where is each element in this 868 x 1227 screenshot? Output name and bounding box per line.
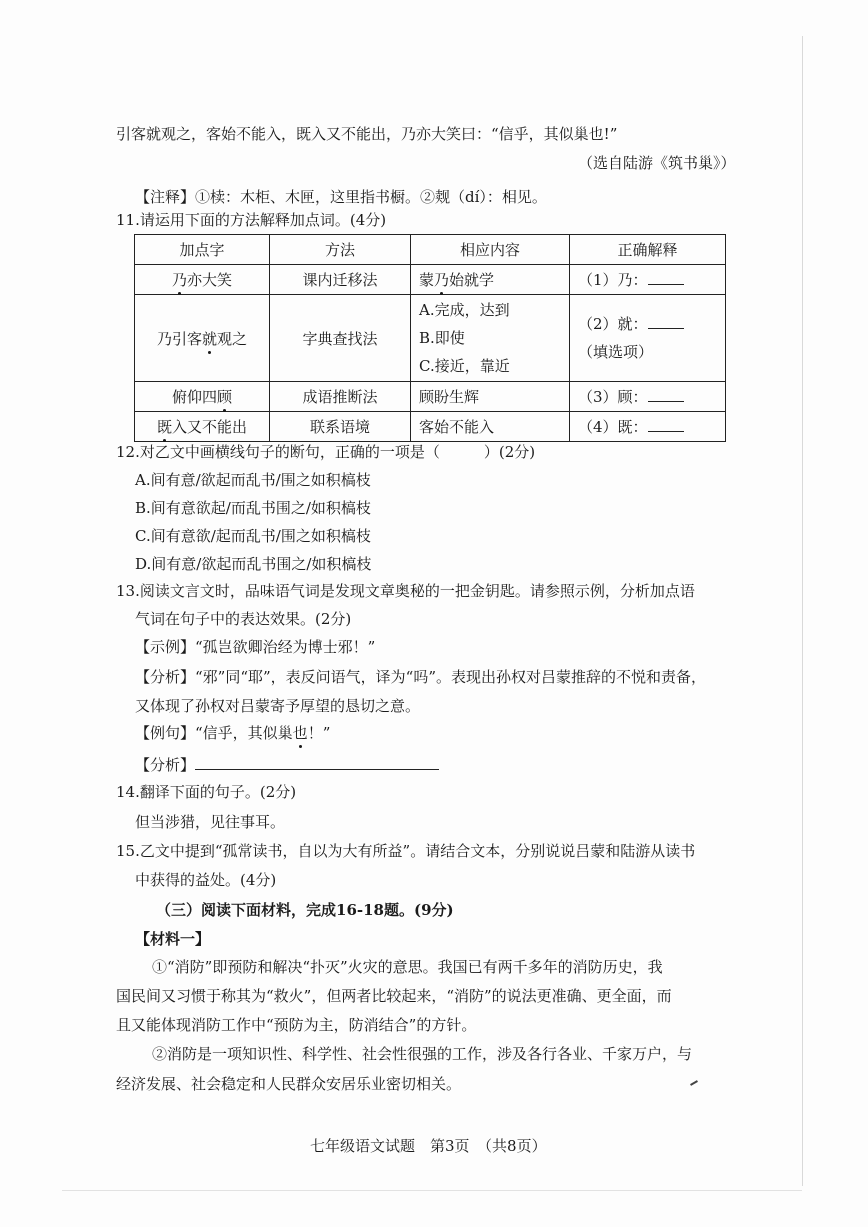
answer-blank[interactable] (648, 314, 684, 329)
dotted-char: 也 (292, 724, 308, 742)
answer-label: （4）既： (578, 418, 648, 436)
phrase-cell: 既入又不能出 (135, 412, 270, 442)
q14-stem: 14.翻译下面的句子。(2分) (116, 783, 297, 801)
q13-example-sentence (135, 723, 330, 743)
phrase-cell: 俯仰四顾 (135, 382, 270, 412)
content-cell: 顾盼生辉 (411, 382, 570, 412)
sentence-suffix: ！” (307, 724, 331, 742)
header-cell: 加点字 (135, 235, 270, 265)
dotted-char: 既 (156, 418, 172, 436)
pen-mark (690, 1080, 698, 1086)
answer-note: （填选项） (578, 343, 654, 361)
content-cell: 客始不能入 (411, 412, 570, 442)
header-cell: 正确解释 (570, 235, 726, 265)
passage-note: 【注释】①椟：木柜、木匣，这里指书橱。②觌（dí）：相见。 (135, 188, 547, 206)
q12-option-c: C.间有意欲/起而乱书/围之如积槁枝 (135, 527, 371, 545)
dotted-char: 乃 (171, 271, 187, 289)
answer-cell (570, 412, 726, 442)
table-header-row (135, 235, 726, 265)
method-cell: 字典查找法 (270, 295, 411, 382)
answer-cell (570, 382, 726, 412)
q12-stem-text: 12.对乙文中画横线句子的断句，正确的一项是（ (116, 443, 440, 461)
page-footer: 七年级语文试题 第3页 （共8页） (310, 1137, 547, 1155)
q14-sentence: 但当涉猎，见往事耳。 (135, 813, 286, 831)
material-label: 【材料一】 (135, 930, 211, 948)
table-row (135, 295, 726, 382)
passage-source: （选自陆游《筑书巢》） (578, 154, 736, 172)
dotted-char: 顾 (217, 388, 233, 406)
q12-option-d: D.间有意/欲起而乱书围之/如积槁枝 (135, 555, 372, 573)
dotted-char: 就 (201, 329, 217, 348)
material-p1-line3: 且又能体现消防工作中“预防为主，防消结合”的方针。 (116, 1016, 477, 1034)
material-p2-line2: 经济发展、社会稳定和人民群众安居乐业密切相关。 (116, 1075, 462, 1093)
answer-label: （1）乃： (578, 271, 648, 289)
q13-line1: 13.阅读文言文时，品味语气词是发现文章奥秘的一把金钥匙。请参照示例，分析加点语 (116, 582, 695, 600)
dotted-char: 乃 (434, 271, 450, 289)
method-cell: 联系语境 (270, 412, 411, 442)
page-edge-line (802, 36, 803, 1186)
q13-example: 【示例】“孤岂欲卿治经为博士邪！” (135, 638, 376, 656)
answer-cell (570, 265, 726, 295)
option-a: A.完成，达到 (419, 301, 510, 319)
q15-line1: 15.乙文中提到“孤常读书，自以为大有所益”。请结合文本，分别说说吕蒙和陆游从读书 (116, 842, 696, 860)
q12-stem (116, 442, 535, 462)
q11-stem: 11.请运用下面的方法解释加点词。(4分) (116, 211, 387, 229)
q11-table (134, 234, 726, 442)
option-b: B.即使 (419, 329, 465, 347)
q12-option-b: B.间有意欲起/而乱书围之/如积槁枝 (135, 499, 371, 517)
answer-label: （3）顾： (578, 388, 648, 406)
table-row (135, 412, 726, 442)
section3-heading: （三）阅读下面材料，完成16-18题。(9分) (156, 901, 454, 919)
method-cell: 成语推断法 (270, 382, 411, 412)
header-cell: 相应内容 (411, 235, 570, 265)
table-row (135, 382, 726, 412)
q13-answer-line (135, 753, 439, 775)
sentence-prefix: 【例句】“信乎，其似巢 (135, 724, 293, 742)
answer-cell (570, 295, 726, 382)
q13-analysis-line2: 又体现了孙权对吕蒙寄予厚望的恳切之意。 (135, 697, 421, 715)
answer-blank[interactable] (648, 417, 684, 432)
answer-label: （2）就： (578, 315, 648, 333)
passage-closing-line: 引客就观之，客始不能入，既入又不能出，乃亦大笑曰：“信乎，其似巢也!” (116, 125, 618, 143)
q12-option-a: A.间有意/欲起而乱书/围之如积槁枝 (135, 471, 371, 489)
answer-blank[interactable] (648, 387, 684, 402)
page-bottom-line (62, 1190, 802, 1191)
header-cell: 方法 (270, 235, 411, 265)
q12-score: ）(2分) (483, 443, 536, 461)
phrase-cell: 乃亦大笑 (135, 265, 270, 295)
q13-line2: 气词在句子中的表达效果。(2分) (135, 610, 352, 628)
options-cell (411, 295, 570, 382)
answer-blank[interactable] (648, 270, 684, 285)
answer-blank[interactable] (195, 753, 439, 770)
table-row (135, 265, 726, 295)
q13-analysis-line1: 【分析】“邪”同“耶”，表反问语气，译为“吗”。表现出孙权对吕蒙推辞的不悦和责备， (135, 668, 707, 686)
material-p1-line1: ①“消防”即预防和解决“扑灭”火灾的意思。我国已有两千多年的消防历史，我 (152, 958, 663, 976)
answer-label: 【分析】 (135, 756, 196, 774)
material-p1-line2: 国民间又习惯于称其为“救火”，但两者比较起来，“消防”的说法更准确、更全面，而 (116, 987, 672, 1005)
content-cell: 蒙乃始就学 (411, 265, 570, 295)
material-p2-line1: ②消防是一项知识性、科学性、社会性很强的工作，涉及各行各业、千家万户，与 (152, 1045, 693, 1063)
option-c: C.接近，靠近 (419, 357, 510, 375)
q15-line2: 中获得的益处。(4分) (135, 871, 277, 889)
method-cell: 课内迁移法 (270, 265, 411, 295)
phrase-cell: 乃引客就观之 (135, 295, 270, 382)
